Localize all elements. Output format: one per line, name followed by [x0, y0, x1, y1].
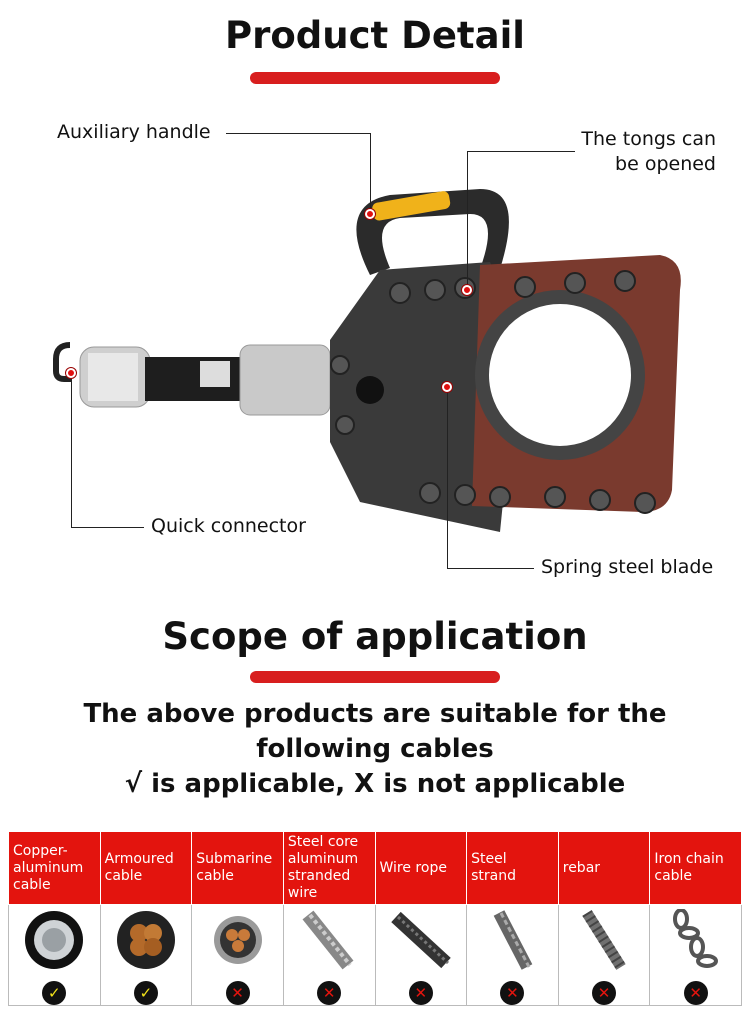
callout-line: [226, 133, 371, 134]
cable-cell-1: [100, 905, 192, 1006]
rebar-image: [573, 909, 635, 971]
iron-chain-image: [665, 909, 727, 971]
callout-line: [447, 386, 448, 568]
cable-label-7: Iron chain cable: [650, 832, 742, 905]
scope-line2: following cables: [256, 734, 494, 764]
cross-icon: ✕: [500, 981, 524, 1005]
cable-cell-4: [375, 905, 467, 1006]
scope-description: [0, 697, 750, 802]
steel-core-aluminum-wire-image: [298, 909, 360, 971]
cable-cutter-image: [40, 175, 720, 535]
callout-spring-blade: Spring steel blade: [541, 556, 714, 578]
cable-compatibility-table: [8, 831, 742, 1006]
scope-line1: The above products are suitable for the: [83, 699, 667, 729]
cross-icon: ✕: [592, 981, 616, 1005]
cable-cell-7: [650, 905, 742, 1006]
callout-line: [370, 133, 371, 213]
cable-cell-6: [558, 905, 650, 1006]
scope-title: Scope of application: [162, 615, 588, 658]
callout-line: [71, 527, 144, 528]
callout-line: [71, 372, 72, 527]
cable-cell-0: [9, 905, 101, 1006]
quick-connector-part: [56, 345, 330, 415]
callout-auxiliary-handle: Auxiliary handle: [57, 121, 211, 143]
copper-aluminum-cable-image: [23, 909, 85, 971]
cable-label-4: Wire rope: [375, 832, 467, 905]
callout-line: [467, 151, 468, 289]
callout-dot: [442, 382, 452, 392]
callout-quick-connector: Quick connector: [151, 515, 306, 537]
cable-cell-2: [192, 905, 284, 1006]
cross-icon: ✕: [226, 981, 250, 1005]
cross-icon: ✕: [684, 981, 708, 1005]
callout-dot: [365, 209, 375, 219]
cross-icon: ✕: [409, 981, 433, 1005]
submarine-cable-image: [207, 909, 269, 971]
check-icon: ✓: [134, 981, 158, 1005]
callout-tongs-line1: The tongs can: [581, 128, 716, 150]
callout-dot: [462, 285, 472, 295]
scope-underline: [250, 671, 500, 683]
callout-tongs-line2: be opened: [615, 153, 716, 175]
cable-label-6: rebar: [558, 832, 650, 905]
cable-label-0: Copper-aluminum cable: [9, 832, 101, 905]
callout-tongs: [581, 127, 716, 177]
cable-cell-5: [467, 905, 559, 1006]
title-underline: [250, 72, 500, 84]
cross-icon: ✕: [317, 981, 341, 1005]
cable-label-1: Armoured cable: [100, 832, 192, 905]
table-header-row: [9, 832, 742, 905]
callout-dot: [66, 368, 76, 378]
cable-cell-3: [283, 905, 375, 1006]
wire-rope-image: [390, 909, 452, 971]
callout-line: [467, 151, 575, 152]
callout-line: [447, 568, 534, 569]
check-icon: ✓: [42, 981, 66, 1005]
scope-line3: √ is applicable, X is not applicable: [124, 769, 626, 799]
cable-label-2: Submarine cable: [192, 832, 284, 905]
table-image-row: [9, 905, 742, 1006]
steel-strand-image: [481, 909, 543, 971]
cable-label-3: Steel core aluminum stranded wire: [283, 832, 375, 905]
product-detail-title: Product Detail: [225, 14, 525, 57]
cable-label-5: Steel strand: [467, 832, 559, 905]
armoured-cable-image: [115, 909, 177, 971]
